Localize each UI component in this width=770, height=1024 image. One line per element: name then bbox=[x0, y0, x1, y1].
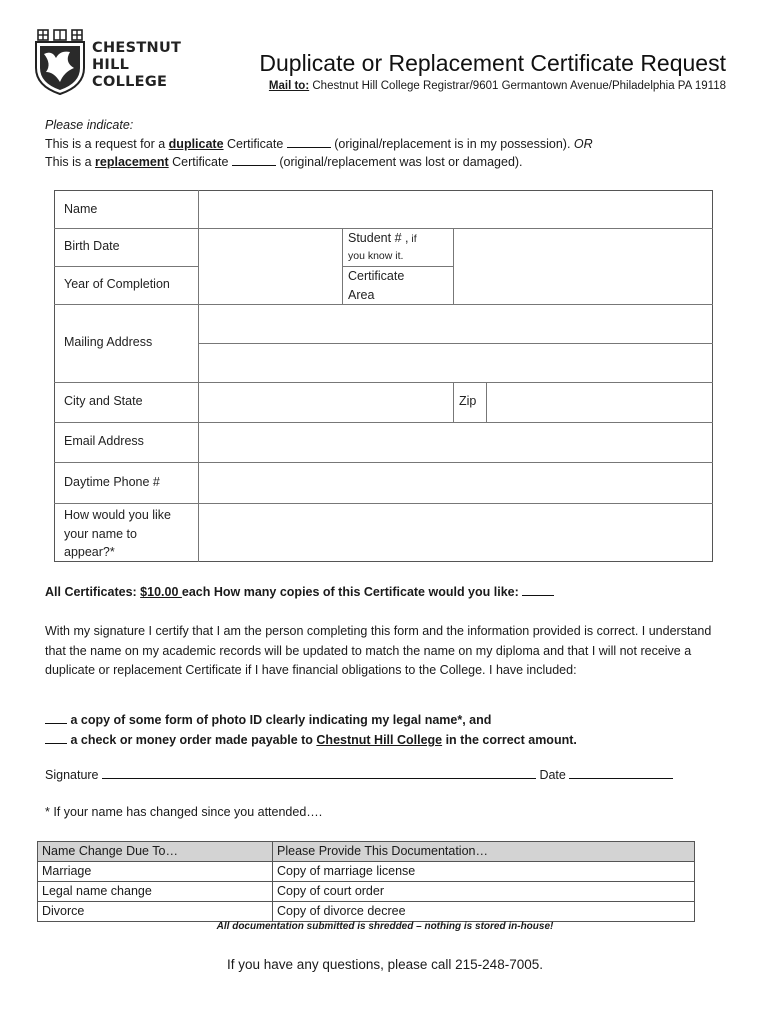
please-indicate: Please indicate: bbox=[45, 118, 134, 132]
table-cell: Copy of divorce decree bbox=[273, 902, 695, 922]
or-word: OR bbox=[573, 136, 593, 151]
student-number-label bbox=[348, 230, 417, 264]
city-state-label: City and State bbox=[64, 394, 143, 408]
date-blank[interactable] bbox=[569, 767, 673, 779]
birth-date-label: Birth Date bbox=[64, 239, 120, 253]
copies-blank[interactable] bbox=[522, 584, 554, 596]
shredded-notice: All documentation submitted is shredded – nothing is stored in-house! bbox=[216, 921, 554, 932]
replacement-blank[interactable] bbox=[232, 154, 276, 166]
name-label: Name bbox=[64, 202, 98, 216]
table-cell: Copy of court order bbox=[273, 882, 695, 902]
payee-name: Chestnut Hill College bbox=[316, 733, 443, 747]
photo-id-item bbox=[45, 710, 577, 730]
request-type-section bbox=[45, 116, 593, 172]
duplicate-mid: Certificate bbox=[223, 136, 287, 151]
logo-wordmark bbox=[92, 40, 181, 91]
certification-paragraph: With my signature I certify that I am the person completing this form and the information provided is correct. I understand that the name on my academic records will be updated to match the name on my diploma and that I will not receive a duplicate or replacement Certificate if I have financial obligations to the College. I have included: bbox=[45, 624, 712, 677]
table-header-row bbox=[38, 842, 695, 862]
row-divider bbox=[54, 266, 199, 267]
appear-line: your name to bbox=[64, 526, 137, 541]
signature-line bbox=[45, 767, 673, 782]
crest-icon bbox=[30, 28, 90, 96]
mailing-address-line2[interactable] bbox=[199, 344, 712, 382]
payment-text: a check or money order made payable to bbox=[67, 733, 317, 747]
zip-field[interactable] bbox=[487, 383, 712, 422]
appear-line: How would you like bbox=[64, 508, 171, 522]
email-label: Email Address bbox=[64, 434, 144, 448]
table-row bbox=[38, 902, 695, 922]
payment-blank[interactable] bbox=[45, 732, 67, 744]
phone-field[interactable] bbox=[199, 463, 712, 503]
year-completion-label: Year of Completion bbox=[64, 277, 170, 291]
page-title: Duplicate or Replacement Certificate Request bbox=[259, 50, 726, 76]
contact-line: If you have any questions, please call 215-248-7005. bbox=[227, 957, 543, 972]
duplicate-pre: This is a request for a bbox=[45, 136, 169, 151]
table-cell: Marriage bbox=[38, 862, 273, 882]
documentation-table bbox=[37, 841, 695, 922]
year-completion-field[interactable] bbox=[199, 267, 341, 304]
photo-id-blank[interactable] bbox=[45, 712, 67, 724]
mail-to-line bbox=[180, 80, 726, 92]
birth-date-field[interactable] bbox=[199, 229, 341, 266]
replacement-word: replacement bbox=[95, 155, 169, 169]
mail-address: Chestnut Hill College Registrar/9601 Germantown Avenue/Philadelphia PA 19118 bbox=[309, 80, 726, 92]
certificate-area-label bbox=[348, 267, 404, 305]
col-divider bbox=[453, 382, 454, 422]
name-change-note: * If your name has changed since you attended…. bbox=[45, 805, 323, 819]
logo-line: COLLEGE bbox=[92, 74, 168, 90]
student-number-field[interactable] bbox=[454, 229, 712, 304]
mail-to-label: Mail to: bbox=[268, 80, 310, 92]
fees-label: All Certificates: bbox=[45, 585, 141, 599]
replacement-post: (original/replacement was lost or damaged). bbox=[275, 155, 523, 169]
phone-label: Daytime Phone # bbox=[64, 475, 160, 489]
duplicate-line bbox=[45, 135, 593, 154]
replacement-line bbox=[45, 153, 593, 172]
email-field[interactable] bbox=[199, 423, 712, 462]
cert-area-line: Certificate bbox=[348, 269, 405, 283]
payment-text-end: in the correct amount. bbox=[442, 733, 577, 747]
included-checklist bbox=[45, 710, 577, 750]
mailing-address-line1[interactable] bbox=[199, 305, 712, 343]
replacement-mid: Certificate bbox=[168, 155, 232, 169]
replacement-pre: This is a bbox=[45, 155, 96, 169]
col-divider bbox=[342, 228, 343, 304]
cert-area-line: Area bbox=[348, 288, 375, 302]
mailing-address-label: Mailing Address bbox=[64, 335, 153, 349]
fees-price: $10.00 bbox=[140, 585, 182, 599]
name-appear-label bbox=[64, 506, 171, 562]
name-appear-field[interactable] bbox=[199, 504, 712, 561]
city-state-field[interactable] bbox=[199, 383, 452, 422]
student-number-text: Student # , bbox=[348, 231, 409, 245]
table-header: Name Change Due To… bbox=[38, 842, 273, 862]
appear-line: appear?* bbox=[64, 545, 115, 559]
photo-id-text: a copy of some form of photo ID clearly indicating my legal name*, and bbox=[67, 713, 492, 727]
signature-label: Signature bbox=[45, 768, 102, 782]
payment-item bbox=[45, 730, 577, 750]
student-if-text: if bbox=[408, 233, 417, 245]
name-field[interactable] bbox=[199, 191, 712, 228]
table-cell: Divorce bbox=[38, 902, 273, 922]
table-row bbox=[38, 862, 695, 882]
copies-label: each How many copies of this Certificate would you like: bbox=[181, 585, 523, 599]
table-row bbox=[38, 882, 695, 902]
zip-label: Zip bbox=[459, 394, 477, 408]
signature-blank[interactable] bbox=[102, 767, 536, 779]
fees-line bbox=[45, 584, 554, 599]
table-header: Please Provide This Documentation… bbox=[273, 842, 695, 862]
logo-line: CHESTNUT bbox=[92, 40, 182, 56]
student-know-text: you know it. bbox=[348, 250, 404, 262]
table-cell: Copy of marriage license bbox=[273, 862, 695, 882]
duplicate-post: (original/replacement is in my possession). bbox=[330, 136, 574, 151]
logo-line: HILL bbox=[92, 57, 130, 73]
table-cell: Legal name change bbox=[38, 882, 273, 902]
date-label: Date bbox=[535, 768, 570, 782]
duplicate-word: duplicate bbox=[168, 136, 224, 151]
duplicate-blank[interactable] bbox=[287, 136, 331, 148]
